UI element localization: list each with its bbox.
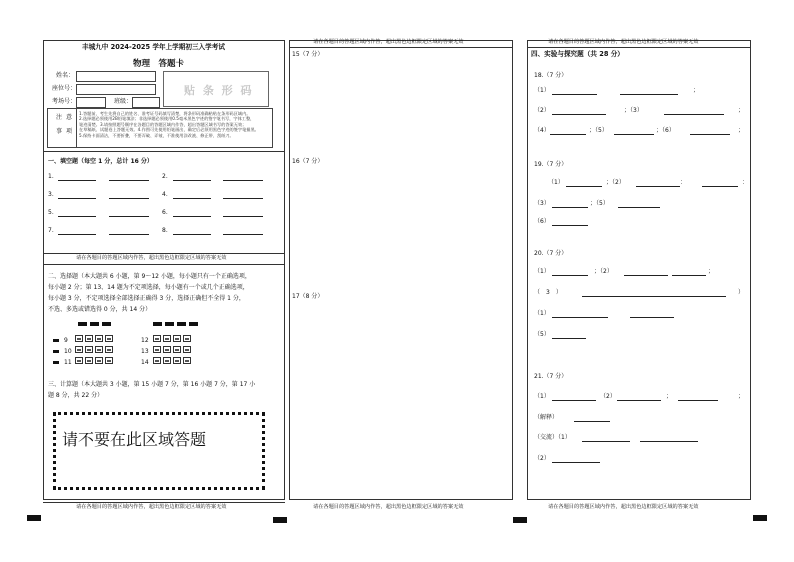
section2-title-line: 每小题 3 分，不定项选择全部选择正确得 3 分，选择正确但不全得 1 分， <box>48 295 245 302</box>
alignment-mark <box>753 515 767 521</box>
blank-number: 5. <box>48 209 54 216</box>
question-number: 9 <box>64 337 68 344</box>
barcode-label: 贴 条 形 码 <box>184 84 254 97</box>
option-b[interactable] <box>163 357 171 364</box>
answer-prefix: （4） <box>534 127 550 134</box>
school-title: 丰城九中 2024-2025 学年上学期初三入学考试 <box>82 43 225 51</box>
room-field[interactable] <box>76 97 106 108</box>
punctuation: ； <box>693 87 700 94</box>
answer-prefix: （解释） <box>534 414 559 421</box>
boundary-notice: 请在各题目的答题区域内作答，超出黑色边框限定区域的答案无效 <box>313 504 464 510</box>
option-d[interactable] <box>183 357 191 364</box>
notice-label-2: 意 <box>66 114 73 121</box>
no-answer-text: 请不要在此区域答题 <box>62 430 207 449</box>
answer-prefix: （5） <box>534 331 550 338</box>
answer-prefix: （3） <box>534 200 550 207</box>
choice-grid-left[interactable] <box>64 335 115 368</box>
option-b[interactable] <box>85 346 93 353</box>
option-c[interactable] <box>95 346 103 353</box>
blank-number: 7. <box>48 227 54 234</box>
fill-blank-area <box>46 170 282 240</box>
class-field[interactable] <box>132 97 160 108</box>
answer-prefix: （2） <box>534 455 550 462</box>
alignment-mark <box>27 515 41 521</box>
question-19-label: 19.（7 分） <box>534 161 568 168</box>
notice-box <box>47 108 273 148</box>
notice-text <box>79 111 271 138</box>
seat-field[interactable] <box>76 84 156 95</box>
section2-title-line: 每小题 2 分；第 13、14 题为不定项选择，每小题有一个或几个正确选项， <box>48 284 249 291</box>
option-b[interactable] <box>163 335 171 342</box>
answer-prefix: （1） <box>534 310 550 317</box>
option-d[interactable] <box>183 346 191 353</box>
choice-grid-right[interactable] <box>141 335 193 368</box>
option-d[interactable] <box>105 346 113 353</box>
class-label: 班级： <box>114 98 133 105</box>
question-18-label: 18.（7 分） <box>534 72 568 79</box>
option-c[interactable] <box>173 335 181 342</box>
option-b[interactable] <box>163 346 171 353</box>
section2-title <box>48 271 251 315</box>
alignment-mark <box>513 517 527 523</box>
option-c[interactable] <box>173 346 181 353</box>
option-d[interactable] <box>105 335 113 342</box>
subject-title: 物理 答题卡 <box>133 59 185 69</box>
divider <box>43 151 285 152</box>
section3-title-line: 三、计算题（本大题共 3 小题，第 15 小题 7 分，第 16 小题 7 分，第 17 小 <box>48 381 256 388</box>
section3-title <box>48 379 255 401</box>
question-number: 13 <box>141 348 149 355</box>
answer-prefix: （2） <box>534 107 550 114</box>
option-b[interactable] <box>85 357 93 364</box>
notice-line: 1.答题前，考生先将自己的姓名、准考证号码填写清楚，将条形码准确粘贴在条形码区域内。 <box>79 111 251 116</box>
question-15-label: 15（7 分） <box>292 51 324 58</box>
alignment-mark <box>273 517 287 523</box>
answer-prefix: （1） <box>534 268 550 275</box>
option-c[interactable] <box>95 357 103 364</box>
answer-prefix: ； <box>708 268 715 275</box>
question-16-label: 16（7 分） <box>292 158 324 165</box>
option-a[interactable] <box>153 346 161 353</box>
column-2-panel <box>289 40 513 500</box>
option-c[interactable] <box>173 357 181 364</box>
punctuation: ； <box>738 127 745 134</box>
room-label: 考场号： <box>52 98 77 105</box>
answer-prefix: ；（3） <box>624 107 643 114</box>
boundary-notice: 请在各题目的答题区域内作答，超出黑色边框限定区域的答案无效 <box>76 504 227 510</box>
answer-prefix: ；（2） <box>606 179 625 186</box>
blank-number: 3. <box>48 191 54 198</box>
question-number: 12 <box>141 337 149 344</box>
answer-prefix: ；（2） <box>594 268 613 275</box>
question-number: 11 <box>64 359 72 366</box>
question-17-label: 17（8 分） <box>292 293 324 300</box>
option-c[interactable] <box>95 335 103 342</box>
question-number: 10 <box>64 348 72 355</box>
blank-number: 2. <box>162 173 168 180</box>
punctuation: ； <box>738 107 745 114</box>
answer-prefix: （交流）（1） <box>534 434 571 441</box>
notice-label-3: 事 <box>56 128 63 135</box>
name-field[interactable] <box>76 71 156 82</box>
answer-prefix: （6） <box>534 218 550 225</box>
question-21-label: 21.（7 分） <box>534 373 568 380</box>
boundary-notice: 请在各题目的答题区域内作答，超出黑色边框限定区域的答案无效 <box>548 504 699 510</box>
student-info-block <box>50 71 160 109</box>
boundary-notice: 请在各题目的答题区域内作答，超出黑色边框限定区域的答案无效 <box>548 39 699 45</box>
answer-prefix: （1） <box>534 393 550 400</box>
blank-number: 8. <box>162 227 168 234</box>
answer-prefix: ；（5） <box>589 127 608 134</box>
punctuation: ； <box>738 393 745 400</box>
option-a[interactable] <box>75 346 83 353</box>
notice-line: 2.选择题必须使用2B铅笔填涂；非选择题必须使用0.5毫米黑色字迹的签字笔书写，字体工整， <box>79 116 255 122</box>
notice-label-1: 注 <box>56 114 63 121</box>
name-label: 姓名： <box>56 72 75 79</box>
option-b[interactable] <box>85 335 93 342</box>
answer-prefix: （1） <box>548 179 564 186</box>
blank-number: 6. <box>162 209 168 216</box>
boundary-notice: 请在各题目的答题区域内作答，超出黑色边框限定区域的答案无效 <box>313 39 464 45</box>
section2-title-line: 不选、多选或错选得 0 分，共 14 分） <box>48 306 152 313</box>
answer-prefix: （1） <box>534 87 550 94</box>
option-d[interactable] <box>183 335 191 342</box>
answer-prefix: ； <box>666 393 673 400</box>
answer-prefix: （ 3 ） <box>534 289 562 296</box>
boundary-notice: 请在各题目的答题区域内作答，超出黑色边框限定区域的答案无效 <box>76 255 227 261</box>
blank-number: 4. <box>162 191 168 198</box>
section3-title-line: 题 8 分，共 22 分） <box>48 392 104 399</box>
option-a[interactable] <box>153 335 161 342</box>
section2-title-line: 二、选择题（本大题共 6 小题，第 9～12 小题，每小题只有一个正确选项， <box>48 273 251 280</box>
notice-line: 在草稿纸、试题卷上答题无效。4.作图可先使用铅笔画出，确定后必须用黑色字迹的签字笔描黑。 <box>79 127 259 133</box>
punctuation: ： <box>742 179 749 186</box>
notice-line: 笔迹清楚。3.请按照题号顺序在各题目的答题区域内作答，超出答题区域书写的答案无效； <box>79 121 247 127</box>
answer-prefix: ；（5） <box>590 200 609 207</box>
option-d[interactable] <box>105 357 113 364</box>
section4-title: 四、实验与探究题（共 28 分） <box>531 50 624 58</box>
punctuation: ） <box>738 289 745 296</box>
question-number: 14 <box>141 359 149 366</box>
answer-prefix: ： <box>680 179 687 186</box>
no-answer-zone <box>53 412 265 490</box>
option-a[interactable] <box>75 357 83 364</box>
seat-label: 座位号： <box>52 85 77 92</box>
notice-label-4: 项 <box>66 128 73 135</box>
section1-title: 一、填空题（每空 1 分，总计 16 分） <box>48 158 153 165</box>
blank-number: 1. <box>48 173 54 180</box>
option-a[interactable] <box>153 357 161 364</box>
barcode-area <box>163 71 269 107</box>
option-a[interactable] <box>75 335 83 342</box>
question-20-label: 20.（7 分） <box>534 250 568 257</box>
answer-prefix: ；（6） <box>656 127 675 134</box>
answer-prefix: （2） <box>600 393 616 400</box>
notice-line: 5.保持卡面清洁，不要折叠，不要弄破、弄皱，不准使用涂改液、修正带、刮纸刀。 <box>79 132 234 138</box>
